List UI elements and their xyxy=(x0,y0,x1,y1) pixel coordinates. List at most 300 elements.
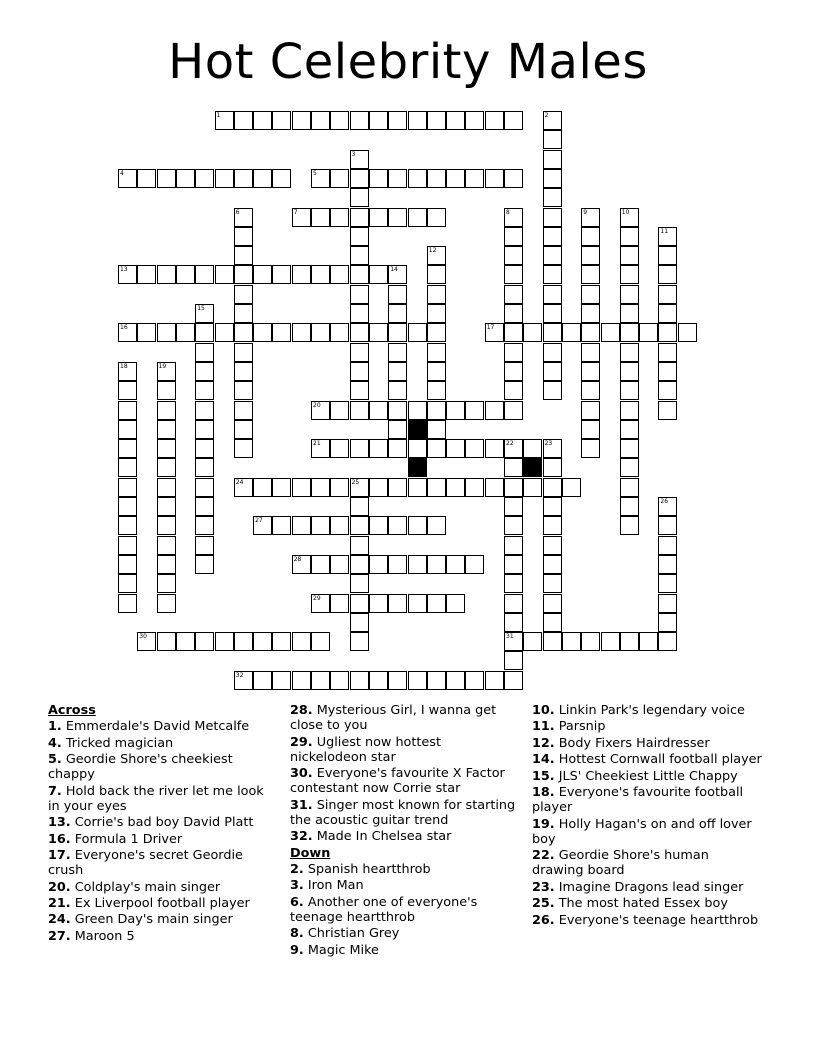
grid-cell[interactable] xyxy=(504,632,523,651)
grid-cell[interactable] xyxy=(543,246,562,265)
grid-cell[interactable] xyxy=(350,246,369,265)
grid-cell[interactable] xyxy=(350,497,369,516)
grid-cell[interactable] xyxy=(485,401,504,420)
grid-cell[interactable] xyxy=(427,439,446,458)
grid-cell[interactable] xyxy=(157,594,176,613)
grid-cell[interactable] xyxy=(253,323,272,342)
grid-cell[interactable] xyxy=(330,478,349,497)
grid-cell[interactable] xyxy=(388,285,407,304)
grid-cell[interactable] xyxy=(234,323,253,342)
grid-cell[interactable] xyxy=(330,516,349,535)
grid-cell[interactable] xyxy=(504,555,523,574)
grid-cell[interactable] xyxy=(388,169,407,188)
grid-cell[interactable] xyxy=(388,420,407,439)
grid-cell[interactable] xyxy=(504,574,523,593)
grid-cell[interactable] xyxy=(388,362,407,381)
grid-cell[interactable] xyxy=(543,323,562,342)
grid-cell[interactable] xyxy=(118,516,137,535)
grid-cell[interactable] xyxy=(658,594,677,613)
grid-cell[interactable] xyxy=(446,555,465,574)
grid-cell[interactable] xyxy=(292,111,311,130)
grid-cell[interactable] xyxy=(195,304,214,323)
grid-cell[interactable] xyxy=(157,478,176,497)
grid-cell[interactable] xyxy=(330,169,349,188)
grid-cell[interactable] xyxy=(195,516,214,535)
grid-cell[interactable] xyxy=(350,285,369,304)
grid-cell[interactable] xyxy=(350,536,369,555)
grid-cell[interactable] xyxy=(562,632,581,651)
grid-cell[interactable] xyxy=(427,478,446,497)
grid-cell[interactable] xyxy=(581,381,600,400)
grid-cell[interactable] xyxy=(118,594,137,613)
grid-cell[interactable] xyxy=(658,265,677,284)
grid-cell[interactable] xyxy=(658,323,677,342)
grid-cell[interactable] xyxy=(543,458,562,477)
grid-cell[interactable] xyxy=(369,169,388,188)
grid-cell[interactable] xyxy=(369,516,388,535)
grid-cell[interactable] xyxy=(504,265,523,284)
grid-cell[interactable] xyxy=(543,439,562,458)
grid-cell[interactable] xyxy=(658,362,677,381)
grid-cell[interactable] xyxy=(581,420,600,439)
grid-cell[interactable] xyxy=(504,246,523,265)
grid-cell[interactable] xyxy=(350,478,369,497)
grid-cell[interactable] xyxy=(311,594,330,613)
grid-cell[interactable] xyxy=(388,439,407,458)
grid-cell[interactable] xyxy=(311,208,330,227)
grid-cell[interactable] xyxy=(446,111,465,130)
grid-cell[interactable] xyxy=(292,632,311,651)
grid-cell[interactable] xyxy=(253,516,272,535)
grid-cell[interactable] xyxy=(350,343,369,362)
grid-cell[interactable] xyxy=(311,169,330,188)
grid-cell[interactable] xyxy=(581,343,600,362)
grid-cell[interactable] xyxy=(118,555,137,574)
grid-cell[interactable] xyxy=(408,439,427,458)
grid-cell[interactable] xyxy=(234,169,253,188)
grid-cell[interactable] xyxy=(620,497,639,516)
grid-cell[interactable] xyxy=(118,458,137,477)
grid-cell[interactable] xyxy=(620,401,639,420)
grid-cell[interactable] xyxy=(465,439,484,458)
grid-cell[interactable] xyxy=(601,632,620,651)
grid-cell[interactable] xyxy=(176,265,195,284)
grid-cell[interactable] xyxy=(118,439,137,458)
grid-cell[interactable] xyxy=(234,671,253,690)
grid-cell[interactable] xyxy=(369,478,388,497)
grid-cell[interactable] xyxy=(408,516,427,535)
grid-cell[interactable] xyxy=(137,265,156,284)
grid-cell[interactable] xyxy=(272,265,291,284)
grid-cell[interactable] xyxy=(504,381,523,400)
grid-cell[interactable] xyxy=(446,671,465,690)
grid-cell[interactable] xyxy=(658,516,677,535)
grid-cell[interactable] xyxy=(581,304,600,323)
grid-cell[interactable] xyxy=(581,439,600,458)
grid-cell[interactable] xyxy=(427,594,446,613)
grid-cell[interactable] xyxy=(234,111,253,130)
grid-cell[interactable] xyxy=(234,420,253,439)
grid-cell[interactable] xyxy=(118,265,137,284)
grid-cell[interactable] xyxy=(253,169,272,188)
grid-cell[interactable] xyxy=(157,497,176,516)
grid-cell[interactable] xyxy=(234,343,253,362)
grid-cell[interactable] xyxy=(234,632,253,651)
grid-cell[interactable] xyxy=(292,265,311,284)
grid-cell[interactable] xyxy=(272,111,291,130)
grid-cell[interactable] xyxy=(330,594,349,613)
grid-cell[interactable] xyxy=(369,555,388,574)
grid-cell[interactable] xyxy=(292,208,311,227)
grid-cell[interactable] xyxy=(427,304,446,323)
grid-cell[interactable] xyxy=(620,323,639,342)
grid-cell[interactable] xyxy=(234,265,253,284)
grid-cell[interactable] xyxy=(272,169,291,188)
grid-cell[interactable] xyxy=(388,304,407,323)
grid-cell[interactable] xyxy=(504,478,523,497)
grid-cell[interactable] xyxy=(658,555,677,574)
grid-cell[interactable] xyxy=(388,478,407,497)
grid-cell[interactable] xyxy=(234,381,253,400)
grid-cell[interactable] xyxy=(350,439,369,458)
grid-cell[interactable] xyxy=(137,169,156,188)
grid-cell[interactable] xyxy=(543,169,562,188)
grid-cell[interactable] xyxy=(118,323,137,342)
grid-cell[interactable] xyxy=(504,401,523,420)
grid-cell[interactable] xyxy=(620,246,639,265)
grid-cell[interactable] xyxy=(620,516,639,535)
grid-cell[interactable] xyxy=(388,208,407,227)
grid-cell[interactable] xyxy=(369,671,388,690)
grid-cell[interactable] xyxy=(543,285,562,304)
grid-cell[interactable] xyxy=(543,304,562,323)
grid-cell[interactable] xyxy=(272,671,291,690)
grid-cell[interactable] xyxy=(658,536,677,555)
grid-cell[interactable] xyxy=(234,304,253,323)
grid-cell[interactable] xyxy=(543,362,562,381)
grid-cell[interactable] xyxy=(504,304,523,323)
grid-cell[interactable] xyxy=(658,632,677,651)
grid-cell[interactable] xyxy=(350,671,369,690)
grid-cell[interactable] xyxy=(137,323,156,342)
grid-cell[interactable] xyxy=(215,265,234,284)
grid-cell[interactable] xyxy=(157,632,176,651)
grid-cell[interactable] xyxy=(234,246,253,265)
grid-cell[interactable] xyxy=(195,362,214,381)
grid-cell[interactable] xyxy=(195,458,214,477)
grid-cell[interactable] xyxy=(253,111,272,130)
grid-cell[interactable] xyxy=(195,343,214,362)
grid-cell[interactable] xyxy=(658,304,677,323)
grid-cell[interactable] xyxy=(118,574,137,593)
grid-cell[interactable] xyxy=(504,285,523,304)
grid-cell[interactable] xyxy=(195,420,214,439)
grid-cell[interactable] xyxy=(427,208,446,227)
grid-cell[interactable] xyxy=(504,362,523,381)
grid-cell[interactable] xyxy=(504,169,523,188)
grid-cell[interactable] xyxy=(427,420,446,439)
grid-cell[interactable] xyxy=(581,285,600,304)
grid-cell[interactable] xyxy=(350,381,369,400)
grid-cell[interactable] xyxy=(427,343,446,362)
grid-cell[interactable] xyxy=(446,439,465,458)
grid-cell[interactable] xyxy=(388,594,407,613)
grid-cell[interactable] xyxy=(523,478,542,497)
grid-cell[interactable] xyxy=(543,208,562,227)
grid-cell[interactable] xyxy=(234,285,253,304)
grid-cell[interactable] xyxy=(446,478,465,497)
grid-cell[interactable] xyxy=(369,401,388,420)
grid-cell[interactable] xyxy=(620,632,639,651)
grid-cell[interactable] xyxy=(369,439,388,458)
grid-cell[interactable] xyxy=(311,265,330,284)
grid-cell[interactable] xyxy=(253,265,272,284)
grid-cell[interactable] xyxy=(330,401,349,420)
grid-cell[interactable] xyxy=(118,381,137,400)
grid-cell[interactable] xyxy=(253,478,272,497)
grid-cell[interactable] xyxy=(504,458,523,477)
grid-cell[interactable] xyxy=(195,401,214,420)
grid-cell[interactable] xyxy=(118,497,137,516)
grid-cell[interactable] xyxy=(157,574,176,593)
grid-cell[interactable] xyxy=(350,265,369,284)
grid-cell[interactable] xyxy=(330,671,349,690)
grid-cell[interactable] xyxy=(620,439,639,458)
grid-cell[interactable] xyxy=(504,671,523,690)
grid-cell[interactable] xyxy=(195,555,214,574)
grid-cell[interactable] xyxy=(485,478,504,497)
grid-cell[interactable] xyxy=(581,227,600,246)
grid-cell[interactable] xyxy=(658,401,677,420)
grid-cell[interactable] xyxy=(658,497,677,516)
grid-cell[interactable] xyxy=(350,304,369,323)
grid-cell[interactable] xyxy=(581,362,600,381)
grid-cell[interactable] xyxy=(118,536,137,555)
grid-cell[interactable] xyxy=(157,169,176,188)
grid-cell[interactable] xyxy=(543,130,562,149)
grid-cell[interactable] xyxy=(388,671,407,690)
grid-cell[interactable] xyxy=(678,323,697,342)
grid-cell[interactable] xyxy=(581,246,600,265)
grid-cell[interactable] xyxy=(330,323,349,342)
grid-cell[interactable] xyxy=(543,594,562,613)
grid-cell[interactable] xyxy=(369,111,388,130)
grid-cell[interactable] xyxy=(195,497,214,516)
grid-cell[interactable] xyxy=(427,381,446,400)
grid-cell[interactable] xyxy=(543,555,562,574)
grid-cell[interactable] xyxy=(234,439,253,458)
grid-cell[interactable] xyxy=(620,458,639,477)
grid-cell[interactable] xyxy=(157,536,176,555)
grid-cell[interactable] xyxy=(658,613,677,632)
grid-cell[interactable] xyxy=(350,401,369,420)
grid-cell[interactable] xyxy=(581,208,600,227)
grid-cell[interactable] xyxy=(504,439,523,458)
grid-cell[interactable] xyxy=(118,478,137,497)
grid-cell[interactable] xyxy=(350,594,369,613)
grid-cell[interactable] xyxy=(581,401,600,420)
grid-cell[interactable] xyxy=(272,632,291,651)
grid-cell[interactable] xyxy=(658,574,677,593)
grid-cell[interactable] xyxy=(195,632,214,651)
grid-cell[interactable] xyxy=(562,478,581,497)
grid-cell[interactable] xyxy=(543,381,562,400)
grid-cell[interactable] xyxy=(581,323,600,342)
grid-cell[interactable] xyxy=(176,169,195,188)
grid-cell[interactable] xyxy=(504,323,523,342)
grid-cell[interactable] xyxy=(543,265,562,284)
grid-cell[interactable] xyxy=(118,362,137,381)
grid-cell[interactable] xyxy=(350,632,369,651)
grid-cell[interactable] xyxy=(543,227,562,246)
grid-cell[interactable] xyxy=(485,111,504,130)
grid-cell[interactable] xyxy=(427,516,446,535)
grid-cell[interactable] xyxy=(195,439,214,458)
grid-cell[interactable] xyxy=(350,555,369,574)
grid-cell[interactable] xyxy=(292,555,311,574)
grid-cell[interactable] xyxy=(311,111,330,130)
grid-cell[interactable] xyxy=(465,169,484,188)
grid-cell[interactable] xyxy=(658,381,677,400)
grid-cell[interactable] xyxy=(620,304,639,323)
grid-cell[interactable] xyxy=(176,323,195,342)
grid-cell[interactable] xyxy=(176,632,195,651)
grid-cell[interactable] xyxy=(562,323,581,342)
grid-cell[interactable] xyxy=(388,401,407,420)
grid-cell[interactable] xyxy=(118,169,137,188)
grid-cell[interactable] xyxy=(350,188,369,207)
grid-cell[interactable] xyxy=(465,111,484,130)
grid-cell[interactable] xyxy=(427,246,446,265)
grid-cell[interactable] xyxy=(157,265,176,284)
grid-cell[interactable] xyxy=(504,516,523,535)
grid-cell[interactable] xyxy=(427,362,446,381)
grid-cell[interactable] xyxy=(543,111,562,130)
grid-cell[interactable] xyxy=(388,516,407,535)
grid-cell[interactable] xyxy=(215,169,234,188)
grid-cell[interactable] xyxy=(350,613,369,632)
grid-cell[interactable] xyxy=(485,671,504,690)
grid-cell[interactable] xyxy=(408,169,427,188)
grid-cell[interactable] xyxy=(543,536,562,555)
grid-cell[interactable] xyxy=(215,323,234,342)
grid-cell[interactable] xyxy=(504,497,523,516)
grid-cell[interactable] xyxy=(581,265,600,284)
grid-cell[interactable] xyxy=(446,401,465,420)
grid-cell[interactable] xyxy=(465,401,484,420)
grid-cell[interactable] xyxy=(311,478,330,497)
grid-cell[interactable] xyxy=(504,594,523,613)
grid-cell[interactable] xyxy=(504,227,523,246)
grid-cell[interactable] xyxy=(543,497,562,516)
grid-cell[interactable] xyxy=(465,555,484,574)
grid-cell[interactable] xyxy=(620,285,639,304)
grid-cell[interactable] xyxy=(292,671,311,690)
grid-cell[interactable] xyxy=(388,111,407,130)
grid-cell[interactable] xyxy=(658,246,677,265)
grid-cell[interactable] xyxy=(658,343,677,362)
grid-cell[interactable] xyxy=(485,323,504,342)
grid-cell[interactable] xyxy=(272,478,291,497)
grid-cell[interactable] xyxy=(350,516,369,535)
grid-cell[interactable] xyxy=(523,439,542,458)
grid-cell[interactable] xyxy=(427,285,446,304)
grid-cell[interactable] xyxy=(350,208,369,227)
grid-cell[interactable] xyxy=(350,362,369,381)
grid-cell[interactable] xyxy=(408,323,427,342)
grid-cell[interactable] xyxy=(157,555,176,574)
grid-cell[interactable] xyxy=(408,671,427,690)
grid-cell[interactable] xyxy=(195,478,214,497)
grid-cell[interactable] xyxy=(369,323,388,342)
grid-cell[interactable] xyxy=(658,285,677,304)
grid-cell[interactable] xyxy=(620,227,639,246)
grid-cell[interactable] xyxy=(446,594,465,613)
grid-cell[interactable] xyxy=(311,323,330,342)
grid-cell[interactable] xyxy=(369,265,388,284)
grid-cell[interactable] xyxy=(408,401,427,420)
grid-cell[interactable] xyxy=(350,323,369,342)
grid-cell[interactable] xyxy=(118,420,137,439)
grid-cell[interactable] xyxy=(620,381,639,400)
grid-cell[interactable] xyxy=(311,401,330,420)
grid-cell[interactable] xyxy=(330,111,349,130)
grid-cell[interactable] xyxy=(504,651,523,670)
grid-cell[interactable] xyxy=(620,478,639,497)
grid-cell[interactable] xyxy=(157,458,176,477)
grid-cell[interactable] xyxy=(350,150,369,169)
grid-cell[interactable] xyxy=(543,188,562,207)
grid-cell[interactable] xyxy=(311,632,330,651)
grid-cell[interactable] xyxy=(543,343,562,362)
grid-cell[interactable] xyxy=(427,265,446,284)
grid-cell[interactable] xyxy=(408,594,427,613)
grid-cell[interactable] xyxy=(157,323,176,342)
grid-cell[interactable] xyxy=(195,323,214,342)
grid-cell[interactable] xyxy=(234,478,253,497)
grid-cell[interactable] xyxy=(523,632,542,651)
grid-cell[interactable] xyxy=(234,208,253,227)
grid-cell[interactable] xyxy=(272,516,291,535)
grid-cell[interactable] xyxy=(543,150,562,169)
grid-cell[interactable] xyxy=(408,111,427,130)
grid-cell[interactable] xyxy=(195,536,214,555)
grid-cell[interactable] xyxy=(620,343,639,362)
grid-cell[interactable] xyxy=(369,594,388,613)
grid-cell[interactable] xyxy=(408,208,427,227)
grid-cell[interactable] xyxy=(427,401,446,420)
grid-cell[interactable] xyxy=(137,632,156,651)
grid-cell[interactable] xyxy=(388,265,407,284)
grid-cell[interactable] xyxy=(408,478,427,497)
grid-cell[interactable] xyxy=(330,439,349,458)
grid-cell[interactable] xyxy=(427,169,446,188)
grid-cell[interactable] xyxy=(504,536,523,555)
grid-cell[interactable] xyxy=(408,555,427,574)
grid-cell[interactable] xyxy=(234,362,253,381)
grid-cell[interactable] xyxy=(311,671,330,690)
grid-cell[interactable] xyxy=(543,516,562,535)
grid-cell[interactable] xyxy=(388,555,407,574)
grid-cell[interactable] xyxy=(157,439,176,458)
grid-cell[interactable] xyxy=(157,420,176,439)
grid-cell[interactable] xyxy=(157,516,176,535)
grid-cell[interactable] xyxy=(485,439,504,458)
grid-cell[interactable] xyxy=(350,227,369,246)
grid-cell[interactable] xyxy=(330,265,349,284)
grid-cell[interactable] xyxy=(350,169,369,188)
grid-cell[interactable] xyxy=(639,323,658,342)
